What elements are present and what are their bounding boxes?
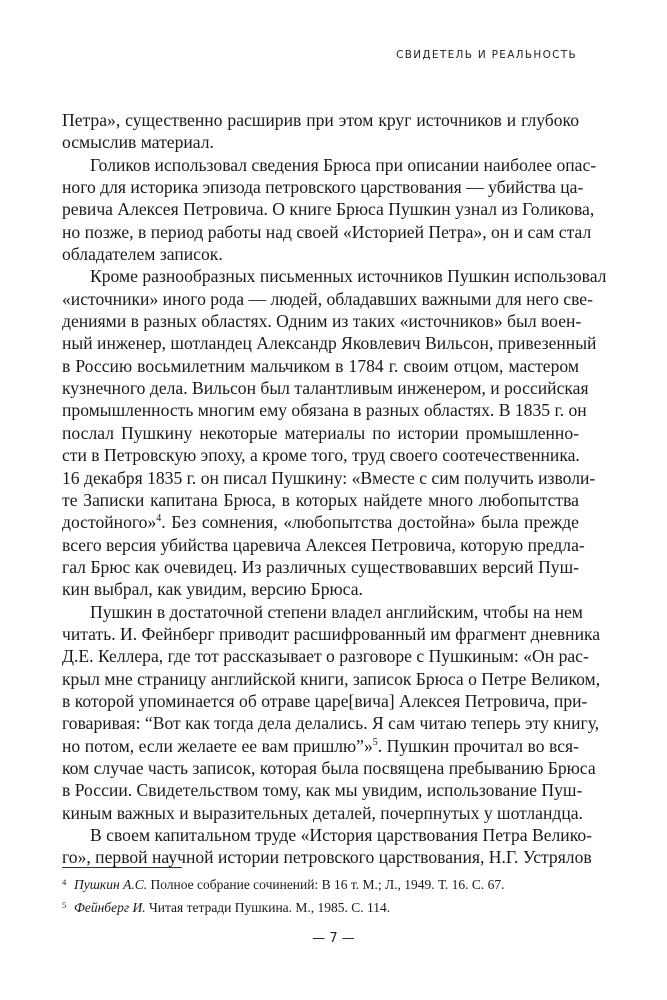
line-text: дениями в разных областях. Одним из таких «источников» был воен- [62, 311, 582, 332]
line-text: кин выбрал, как увидим, версию Брюса. [62, 579, 363, 600]
text-line [62, 846, 592, 868]
text-line [62, 377, 589, 399]
footnote-number: 5 [62, 900, 67, 910]
text-line [62, 802, 583, 824]
text-line [62, 332, 597, 354]
line-text: промышленность многим ему обязана в разных областях. В 1835 г. он [62, 400, 587, 421]
footnotes [62, 872, 582, 918]
footnote-4 [62, 872, 582, 895]
text-line [62, 489, 579, 511]
running-head: СВИДЕТЕЛЬ И РЕАЛЬНОСТЬ [396, 49, 577, 61]
text-line [62, 265, 607, 287]
line-text: но потом, если желаете ее вам пришлю”» [62, 735, 373, 756]
text-line [62, 109, 579, 131]
line-text: гал Брюс как очевидец. Из различных существовавших версий Пуш- [62, 556, 579, 577]
line-text: 16 декабря 1835 г. он писал Пушкину: «Вместе с сим получить изволи- [62, 467, 596, 488]
line-text: говаривая: “Вот как тогда дела делались. Я сам читаю теперь эту книгу, [62, 713, 600, 734]
footnote-author: Пушкин А.С. [74, 877, 148, 892]
text-line [62, 735, 579, 757]
footnote-author: Фейнберг И. [74, 900, 146, 915]
text-line [62, 534, 585, 556]
line-text: в Россию восьмилетним мальчиком в 1784 г. своим отцом, мастером [62, 355, 579, 376]
text-line [62, 198, 595, 220]
text-line [62, 154, 597, 176]
line-text: ного для историка эпизода петровского царствования — убийства ца- [62, 177, 584, 198]
line-text: те Записки капитана Брюса, в которых найдете много любопытства [62, 489, 579, 510]
body-text [62, 109, 607, 869]
line-text: обладателем записок. [62, 244, 223, 265]
line-text: киным важных и выразительных деталей, почерпнутых у шотландца. [62, 802, 583, 823]
line-text: крыл мне страницу английской книги, записок Брюса о Петре Великом, [62, 668, 601, 689]
line-text: Кроме разнообразных письменных источников Пушкин использовал [90, 266, 607, 287]
line-text: кузнечного дела. Вильсон был талантливым инженером, и российская [62, 378, 589, 399]
footnote-reference[interactable]: 5 [372, 736, 378, 748]
text-line [62, 623, 601, 645]
line-text: сти в Петровскую эпоху, а кроме того, труд своего соотечественника. [62, 445, 580, 466]
line-text: «источники» иного рода — людей, обладавших важными для него све- [62, 288, 593, 309]
text-line [62, 779, 583, 801]
text-line [62, 668, 601, 690]
line-text: ком случае часть записок, которая была посвящена пребыванию Брюса [62, 757, 596, 778]
text-line [62, 131, 579, 153]
text-line [62, 399, 587, 421]
footnote-text: Читая тетради Пушкина. М., 1985. С. 114. [145, 900, 391, 915]
line-text: в России. Свидетельством тому, как мы увидим, использование Пуш- [62, 780, 583, 801]
line-text: ревича Алексея Петровича. О книге Брюса Пушкин узнал из Голикова, [62, 199, 595, 220]
line-text: читать. И. Фейнберг приводит расшифрованный им фрагмент дневника [62, 623, 601, 644]
line-text: достойного» [62, 512, 157, 533]
text-line [62, 824, 593, 846]
text-line [62, 422, 579, 444]
text-line [62, 288, 593, 310]
text-line [62, 444, 579, 466]
text-line [62, 511, 579, 533]
footnote-divider [62, 867, 182, 868]
line-text: го», первой научной истории петровского царствования, Н.Г. Устрялов [62, 847, 592, 868]
line-text: послал Пушкину некоторые материалы по истории промышленно- [62, 422, 579, 443]
text-line [62, 690, 588, 712]
text-line [62, 467, 596, 489]
text-line [62, 221, 592, 243]
text-line [62, 712, 600, 734]
line-text: Пушкин в достаточной степени владел английским, чтобы на нем [90, 601, 583, 622]
line-text: осмыслив материал. [62, 132, 214, 153]
text-line [62, 176, 584, 198]
line-text: всего версия убийства царевича Алексея Петровича, которую предла- [62, 534, 585, 555]
footnote-5 [62, 895, 582, 918]
line-text: но позже, в период работы над своей «Историей Петра», он и сам стал [62, 221, 592, 242]
footnote-reference[interactable]: 4 [156, 513, 162, 525]
text-line [62, 578, 579, 600]
page-number: — 7 — [312, 931, 355, 946]
footnote-number: 4 [62, 877, 67, 887]
line-text: . Без сомнения, «любопытства достойна» была прежде [161, 512, 579, 533]
line-text: ный инженер, шотландец Александр Яковлевич Вильсон, привезенный [62, 333, 597, 354]
line-text: . Пушкин прочитал во вся- [377, 735, 579, 756]
line-text: Голиков использовал сведения Брюса при описании наиболее опас- [90, 154, 597, 175]
text-line [62, 645, 589, 667]
text-line [62, 556, 579, 578]
footnote-text: Полное собрание сочинений: В 16 т. М.; Л., 1949. Т. 16. С. 67. [147, 877, 505, 892]
text-line [62, 243, 579, 265]
text-line [62, 757, 596, 779]
line-text: Петра», существенно расширив при этом круг источников и глубоко [62, 110, 579, 130]
line-text: Д.Е. Келлера, где тот рассказывает о разговоре с Пушкиным: «Он рас- [62, 646, 589, 667]
text-line [62, 310, 582, 332]
line-text: В своем капитальном труде «История царствования Петра Велико- [90, 825, 593, 845]
line-text: в которой упоминается об отраве царе[вича] Алексея Петровича, при- [62, 690, 588, 711]
text-line [62, 601, 583, 623]
text-line [62, 355, 579, 377]
